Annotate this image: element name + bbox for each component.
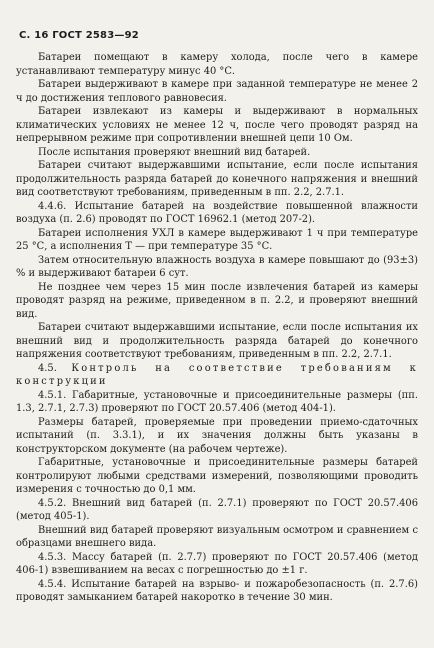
section-4-5-heading	[16, 362, 418, 389]
paragraph: Размеры батарей, проверяемые при проведении приемо-сдаточных испытаний (п. 3.3.1), и их значения должны быть указаны в конструкторском документе (на рабочем чертеже).	[16, 416, 418, 455]
paragraph: Батареи считают выдержавшими испытание, если после испытания продолжительность разряда батарей до конечного напряжения и внешний вид соответствуют требованиям, приведенным в пп. 2.2, 2.7.1.	[16, 160, 418, 198]
paragraph: Батареи исполнения УХЛ в камере выдерживают 1 ч при температуре 25 °С, а исполнения Т — при температуре 35 °С.	[16, 227, 418, 252]
section-title-spaced: Контроль на соответствие требованиям к конструкции	[16, 362, 419, 387]
paragraph: Батареи считают выдержавшими испытание, если после испытания их внешний вид и продолжительность разряда батарей до конечного напряжения соответствуют требованиям, приведенным в пп. 2.2, 2.7.1.	[16, 322, 418, 360]
section-4-5-3: 4.5.3. Массу батарей (п. 2.7.7) проверяют по ГОСТ 20.57.406 (метод 406-1) взвешиванием на весах с погрешностью до ±1 г.	[16, 551, 418, 576]
paragraph: Батареи выдерживают в камере при заданной температуре не менее 2 ч до достижения теплового равновесия.	[16, 79, 418, 104]
paragraph: Внешний вид батарей проверяют визуальным осмотром и сравнением с образцами внешнего вида.	[16, 524, 418, 549]
section-4-5-4: 4.5.4. Испытание батарей на взрыво- и пожаробезопасность (п. 2.7.6) проводят замыканием батарей накоротко в течение 30 мин.	[16, 578, 418, 603]
section-4-4-6: 4.4.6. Испытание батарей на воздействие повышенной влажности воздуха (п. 2.6) проводят по ГОСТ 16962.1 (метод 207-2).	[16, 200, 418, 225]
paragraph: Не позднее чем через 15 мин после извлечения батарей из камеры проводят разряд на режиме, приведенном в п. 2.2, и проверяют внешний вид.	[16, 281, 418, 320]
paragraph: После испытания проверяют внешний вид батарей.	[38, 146, 311, 158]
section-4-5-2: 4.5.2. Внешний вид батарей (п. 2.7.1) проверяют по ГОСТ 20.57.406 (метод 405-1).	[16, 497, 418, 522]
page-header: С. 16 ГОСТ 2583—92	[19, 30, 139, 41]
paragraph: Затем относительную влажность воздуха в камере повышают до (93±3) % и выдерживают батареи 6 сут.	[16, 254, 418, 279]
paragraph: Батареи помещают в камеру холода, после чего в камере устанавливают температуру минус 40 °С.	[16, 52, 418, 77]
section-number: 4.5.	[38, 362, 72, 374]
paragraph: Габаритные, установочные и присоединительные размеры батарей контролируют любыми средствами измерений, позволяющими проводить измерения с точностью до 0,1 мм.	[16, 457, 418, 495]
paragraph: Батареи извлекают из камеры и выдерживают в нормальных климатических условиях не менее 12 ч, после чего проводят разряд на непрерывном режиме при сопротивлении внешней цепи 10 Ом.	[16, 106, 418, 144]
section-4-5-1: 4.5.1. Габаритные, установочные и присоединительные размеры (пп. 1.3, 2.7.1, 2.7.3) проверяют по ГОСТ 20.57.406 (метод 404-1).	[16, 389, 418, 414]
page-body	[16, 51, 418, 605]
